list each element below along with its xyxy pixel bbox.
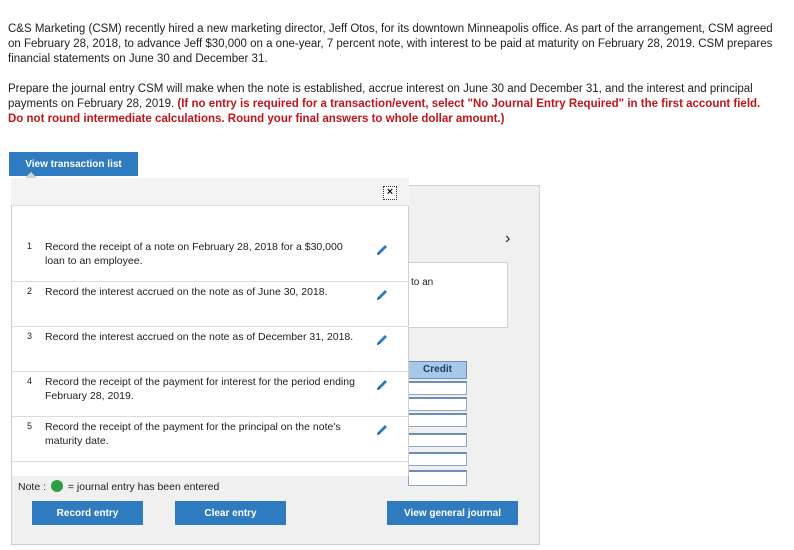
problem-intro: C&S Marketing (CSM) recently hired a new marketing director, Jeff Otos, for its downtown Minneapolis office. As part of the arrangement, CSM agreed on February 28, 2018, to advance Jeff $30,000 on a one-year, 7 percent note, with interest to be paid at maturity on February 28, 2019. CSM prepares financial statements on June 30 and December 31.: [8, 23, 773, 65]
transaction-description: Record the receipt of the payment for the principal on the note's maturity date.: [45, 421, 341, 447]
transaction-number: 5: [27, 421, 33, 431]
row-divider: [11, 281, 409, 282]
entered-indicator-icon: [51, 480, 63, 492]
transaction-row[interactable]: [11, 373, 409, 417]
close-icon[interactable]: ×: [383, 186, 397, 200]
transaction-row[interactable]: [11, 328, 409, 372]
credit-input[interactable]: [408, 413, 467, 427]
chevron-right-icon[interactable]: ›: [505, 230, 511, 247]
transaction-row[interactable]: [11, 418, 409, 462]
instruction-warning: (If no entry is required for a transaction/event, select "No Journal Entry Required" in the first account field. Do not round intermediate calculations. Round your final answers to whole dollar amount.): [8, 98, 761, 125]
pencil-icon[interactable]: [374, 242, 390, 258]
popup-header: [11, 178, 409, 206]
credit-input[interactable]: [408, 381, 467, 395]
row-divider: [11, 416, 409, 417]
transaction-number: 3: [27, 331, 33, 341]
transaction-number: 4: [27, 376, 33, 386]
view-transaction-list-button[interactable]: View transaction list: [9, 152, 138, 176]
transaction-number: 2: [27, 286, 33, 296]
credit-column-header: Credit: [408, 361, 467, 379]
clear-entry-button[interactable]: Clear entry: [175, 501, 286, 525]
transaction-number: 1: [27, 241, 33, 251]
note-legend: [18, 480, 219, 493]
view-general-journal-button[interactable]: View general journal: [387, 501, 518, 525]
note-prefix: Note :: [18, 481, 47, 493]
pencil-icon[interactable]: [374, 377, 390, 393]
note-suffix: = journal entry has been entered: [67, 481, 220, 493]
row-divider: [11, 461, 409, 462]
row-divider: [11, 326, 409, 327]
transaction-description-fragment: to an: [411, 277, 434, 288]
instruction-text: Prepare the journal entry CSM will make when the note is established, accrue interest on June 30 and December 31, and the interest and principal payments on February 28, 2019.: [8, 83, 753, 110]
problem-instruction: [8, 82, 778, 127]
record-entry-button[interactable]: Record entry: [32, 501, 143, 525]
transaction-description: Record the interest accrued on the note as of June 30, 2018.: [45, 286, 328, 298]
pencil-icon[interactable]: [374, 332, 390, 348]
credit-input[interactable]: [408, 470, 467, 486]
transaction-description: Record the receipt of a note on February 28, 2018 for a $30,000 loan to an employee.: [45, 241, 343, 267]
credit-input[interactable]: [408, 433, 467, 447]
transaction-description-box: [408, 262, 508, 328]
transaction-description: Record the receipt of the payment for interest for the period ending February 28, 2019.: [45, 376, 355, 402]
row-divider: [11, 371, 409, 372]
transaction-description: Record the interest accrued on the note as of December 31, 2018.: [45, 331, 354, 343]
transaction-row[interactable]: [11, 283, 409, 327]
credit-input[interactable]: [408, 452, 467, 466]
pencil-icon[interactable]: [374, 287, 390, 303]
pencil-icon[interactable]: [374, 422, 390, 438]
credit-input[interactable]: [408, 397, 467, 411]
transaction-row[interactable]: [11, 238, 409, 282]
